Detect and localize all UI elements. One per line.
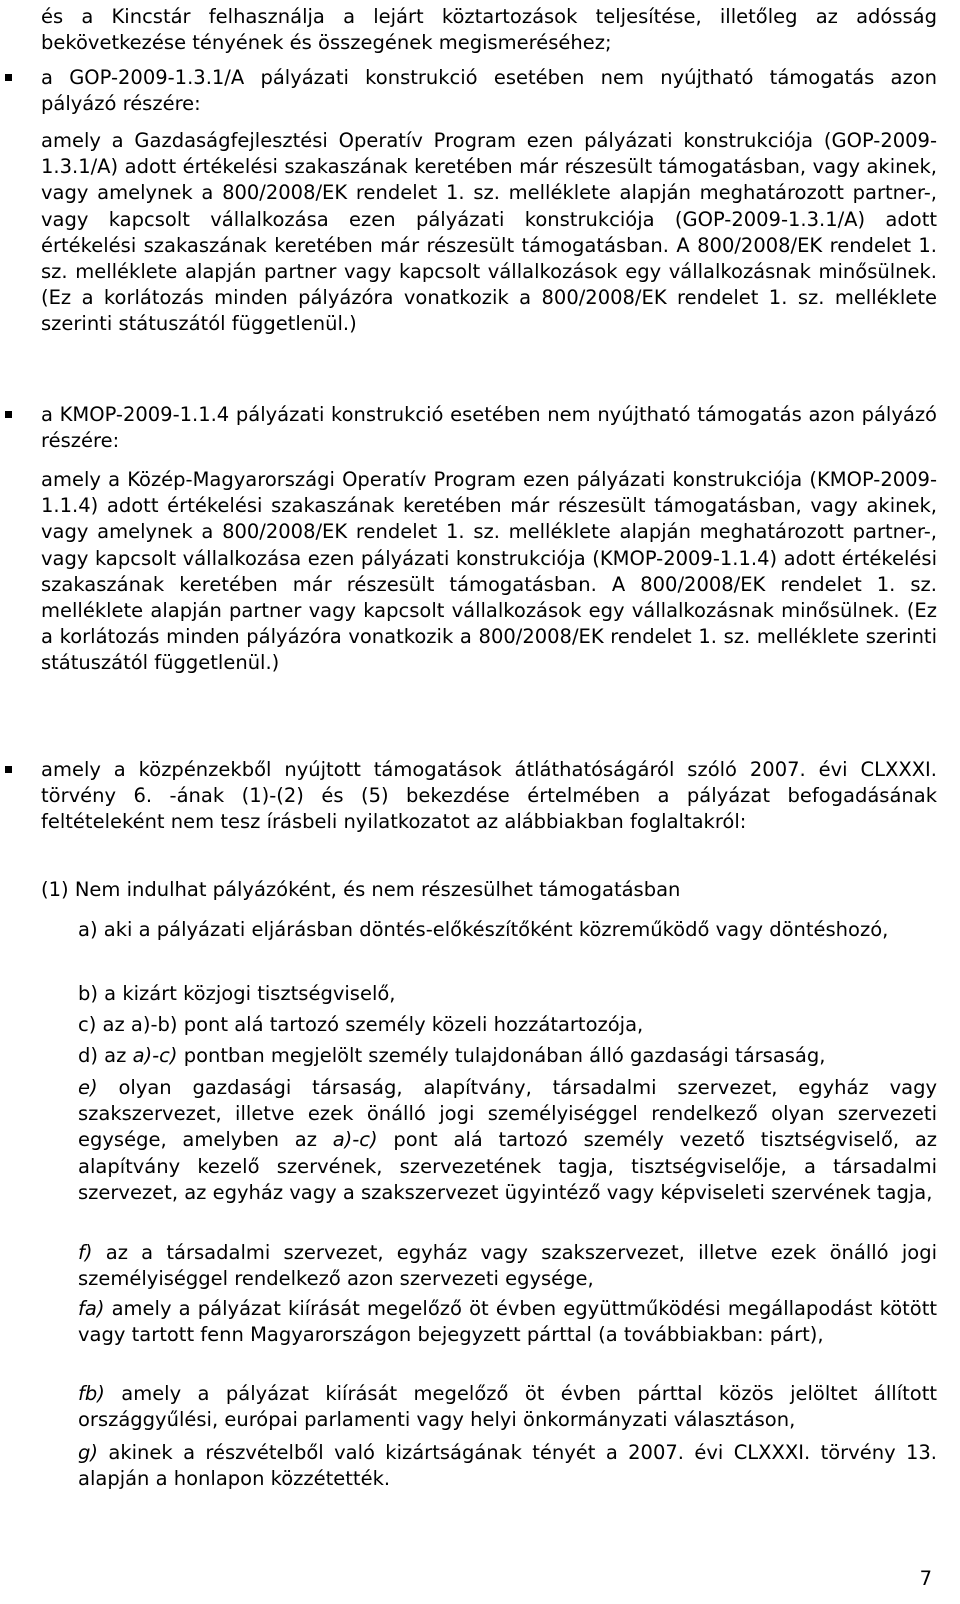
list-item-f [78, 1240, 937, 1292]
list-item-a: a) aki a pályázati eljárásban döntés-előkészítőként közreműködő vagy döntéshozó, [78, 918, 889, 941]
list-item-d-label: d) az [78, 1044, 133, 1067]
list-item-e-text-1: olyan gazdasági társaság, alapítvány, társadalmi szervezet, egyház vagy szakszervezet, illetve ezek önálló jogi személyiséggel rendelkező olyan szervezeti egysége, amelyben az [78, 1076, 937, 1152]
list-item-g [78, 1440, 937, 1492]
bullet-icon [5, 74, 12, 81]
list-item-fb-text: amely a pályázat kiírását megelőző öt évben párttal közös jelöltet állított országgyűlési, európai parlamenti vagy helyi önkormányzati választáson, [78, 1382, 937, 1432]
list-item-e-label: e) [78, 1076, 98, 1099]
list-item-b: b) a kizárt közjogi tisztségviselő, [78, 982, 396, 1005]
list-item-fa [78, 1296, 937, 1348]
list-item-fa-label: fa) [78, 1297, 105, 1320]
page-number: 7 [919, 1567, 932, 1590]
paragraph-intro-continuation: és a Kincstár felhasználja a lejárt köztartozások teljesítése, illetőleg az adósság bekövetkezése tényének és összegének megismeréséhez; [41, 5, 937, 55]
list-item-f-label: f) [78, 1241, 93, 1264]
list-item-fb [78, 1381, 937, 1433]
list-item-c: c) az a)-b) pont alá tartozó személy közeli hozzátartozója, [78, 1013, 644, 1036]
list-item-fa-text: amely a pályázat kiírását megelőző öt évben együttműködési megállapodást kötött vagy tartott fenn Magyarországon bejegyzett párttal (a továbbiakban: párt), [78, 1297, 937, 1347]
paragraph-kmop-body: amely a Közép-Magyarországi Operatív Program ezen pályázati konstrukciója (KMOP-2009-1.1.4) adott értékelési szakaszának keretében már részesült támogatásban, vagy akinek, vagy amelynek a 800/2008/EK rendelet 1. sz. melléklete alapján meghatározott partner-, vagy kapcsolt vállalkozása ezen pályázati konstrukciója (KMOP-2009-1.1.4) adott értékelési szakaszának keretében már részesült támogatásban. A 800/2008/EK rendelet 1. sz. melléklete alapján partner vagy kapcsolt vállalkozások egy vállalkozásnak minősülnek. (Ez a korlátozás minden pályázóra vonatkozik a 800/2008/EK rendelet 1. sz. melléklete szerinti státuszától függetlenül.) [41, 468, 937, 675]
paragraph-kozpenz: amely a közpénzekből nyújtott támogatások átláthatóságáról szóló 2007. évi CLXXXI. törvény 6. -ának (1)-(2) és (5) bekezdése értelmében a pályázat befogadásának feltételeként nem tesz írásbeli nyilatkozatot az alábbiakban foglaltakról: [41, 758, 937, 834]
paragraph-gop-body: amely a Gazdaságfejlesztési Operatív Program ezen pályázati konstrukciója (GOP-2009-1.3.1/A) adott értékelési szakaszának keretében már részesült támogatásban, vagy akinek, vagy amelynek a 800/2008/EK rendelet 1. sz. melléklete alapján meghatározott partner-, vagy kapcsolt vállalkozása ezen pályázati konstrukciója (GOP-2009-1.3.1/A) adott értékelési szakaszának keretében már részesült támogatásban. A 800/2008/EK rendelet 1. sz. melléklete alapján partner vagy kapcsolt vállalkozások egy vállalkozásnak minősülnek. (Ez a korlátozás minden pályázóra vonatkozik a 800/2008/EK rendelet 1. sz. melléklete szerinti státuszától függetlenül.) [41, 129, 937, 336]
paragraph-point-1: (1) Nem indulhat pályázóként, és nem részesülhet támogatásban [41, 878, 681, 901]
list-item-e [78, 1075, 937, 1206]
list-item-e-ref: a)-c) [332, 1128, 378, 1152]
list-item-f-text: az a társadalmi szervezet, egyház vagy szakszervezet, illetve ezek önálló jogi személyiséggel rendelkező azon szervezeti egysége, [78, 1241, 937, 1291]
list-item-d [78, 1043, 937, 1069]
list-item-e-text-2: pont alá tartozó személy vezető tisztségviselő, az alapítvány kezelő szervének, szervezetének tagja, tisztségviselője, a társadalmi szervezet, az egyház vagy a szakszervezet ügyintéző vagy képviseleti szervének tagja, [78, 1128, 938, 1204]
list-item-fb-label: fb) [78, 1382, 105, 1405]
paragraph-gop-heading: a GOP-2009-1.3.1/A pályázati konstrukció esetében nem nyújtható támogatás azon pályázó részére: [41, 66, 937, 116]
list-item-d-text: pontban megjelölt személy tulajdonában álló gazdasági társaság, [177, 1044, 826, 1067]
paragraph-kmop-heading: a KMOP-2009-1.1.4 pályázati konstrukció esetében nem nyújtható támogatás azon pályázó részére: [41, 403, 937, 453]
list-item-d-ref: a)-c) [132, 1044, 178, 1067]
list-item-g-label: g) [78, 1441, 98, 1464]
bullet-icon [5, 411, 12, 418]
list-item-g-text: akinek a részvételből való kizártságának tényét a 2007. évi CLXXXI. törvény 13. alapján a honlapon közzétették. [78, 1441, 937, 1491]
bullet-icon [5, 766, 12, 773]
